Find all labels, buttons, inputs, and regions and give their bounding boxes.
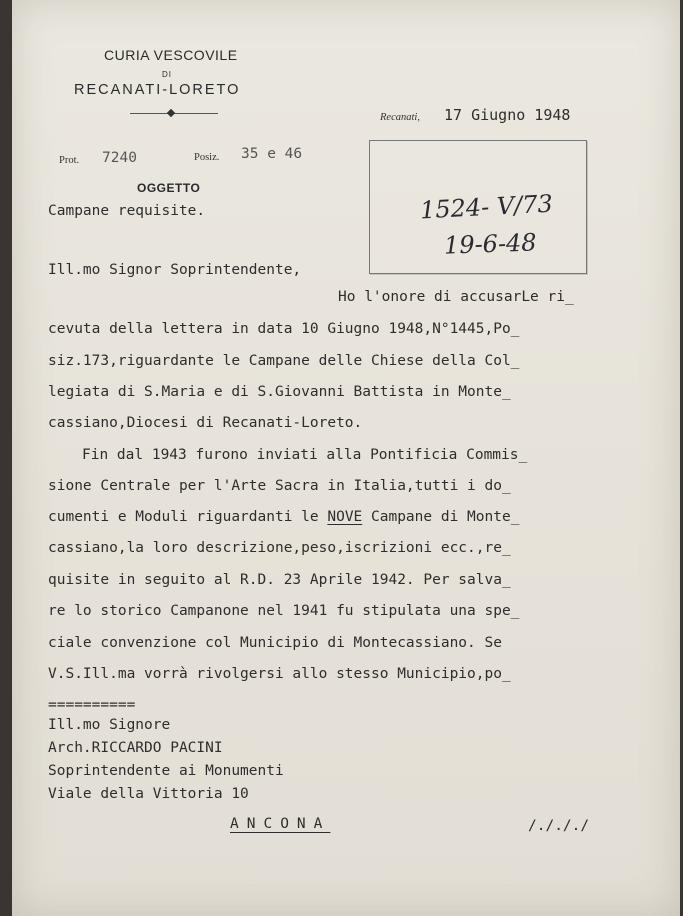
letterhead-title: CURIA VESCOVILE [104,47,238,63]
stamp-handwritten-number: 1524- V/73 [419,189,554,225]
subject-text: Campane requisite. [48,203,206,219]
body-line: Fin dal 1943 furono inviati alla Pontificia Commis_ [82,447,528,463]
body-line: quisite in seguito al R.D. 23 Aprile 1942. Per salva_ [48,572,511,588]
letter-page [12,0,680,916]
address-line: Viale della Vittoria 10 [48,786,249,802]
address-line: Soprintendente ai Monumenti [48,763,284,779]
body-line: sione Centrale per l'Arte Sacra in Italia,tutti i do_ [48,478,511,494]
subject-label: OGGETTO [137,181,201,195]
body-line: ciale convenzione col Municipio di Montecassiano. Se [48,635,502,651]
date-value: 17 Giugno 1948 [444,106,571,124]
posiz-value: 35 e 46 [241,146,303,162]
separator: ========== [48,697,136,713]
salutation: Ill.mo Signor Soprintendente, [48,262,302,278]
prot-label: Prot. [59,155,80,166]
body-line-segment: Campane di Monte_ [371,509,520,525]
body-line: cevuta della lettera in data 10 Giugno 1948,N°1445,Po_ [48,321,520,337]
letterhead-diamond-icon [167,109,175,117]
letterhead-di: DI [162,70,172,79]
body-line [48,509,519,525]
posiz-label: Posiz. [194,152,220,163]
body-line: cassiano,la loro descrizione,peso,iscrizioni ecc.,re_ [48,540,511,556]
body-line-segment: cumenti e Moduli riguardanti le [48,509,319,525]
stamp-handwritten-date: 19-6-48 [443,228,538,260]
body-line: V.S.Ill.ma vorrà rivolgersi allo stesso Municipio,po_ [48,666,511,682]
body-line: re lo storico Campanone nel 1941 fu stipulata una spe_ [48,603,520,619]
date-place: Recanati, [380,112,420,123]
address-line: Arch.RICCARDO PACINI [48,740,223,756]
address-city: ANCONA [230,816,331,832]
continuation-mark: /./././ [528,818,590,834]
letterhead-diocese: RECANATI-LORETO [74,82,241,98]
body-line: legiata di S.Maria e di S.Giovanni Battista in Monte_ [48,384,511,400]
body-line: siz.173,riguardante le Campane delle Chiese della Col_ [48,353,520,369]
prot-value: 7240 [102,150,137,166]
body-line: Ho l'onore di accusarLe ri_ [338,289,574,305]
address-line: Ill.mo Signore [48,717,171,733]
emphasized-word: NOVE [327,509,363,525]
body-line: cassiano,Diocesi di Recanati-Loreto. [48,415,363,431]
